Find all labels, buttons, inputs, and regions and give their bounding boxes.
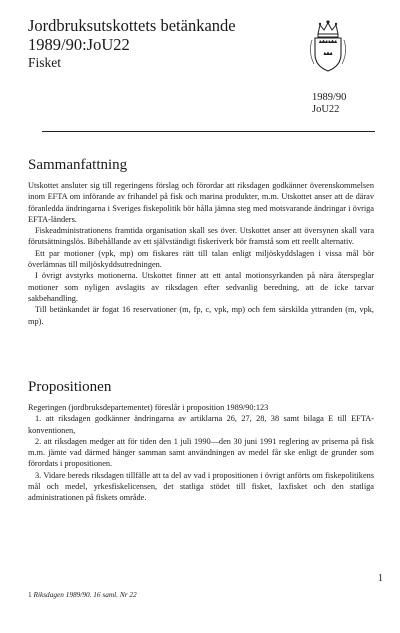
swedish-crown-emblem-icon bbox=[300, 18, 356, 74]
document-number: 1989/90:JoU22 bbox=[28, 35, 130, 54]
reference-session: 1989/90 bbox=[312, 92, 347, 103]
footer-text: Riksdagen 1989/90. 16 saml. Nr 22 bbox=[33, 590, 137, 599]
section-heading: Sammanfattning bbox=[28, 157, 128, 173]
document-title: Jordbruksutskottets betänkande bbox=[28, 16, 236, 35]
reference-number: JoU22 bbox=[312, 104, 340, 115]
footer-number: 1 bbox=[28, 590, 32, 599]
paragraph: 2. att riksdagen medger att för tiden den 1 juli 1990—den 30 juni 1991 reglering av priserna på fisk m.m. jämte vad därmed hänger samman samt användningen av medel får ske enligt de grunder som förordats i propositionen. bbox=[28, 436, 374, 469]
section-heading: Propositionen bbox=[28, 379, 112, 395]
paragraph: Till betänkandet är fogat 16 reservationer (m, fp, c, vpk, mp) och fem särskilda yttranden (m, vpk, mp). bbox=[28, 305, 374, 326]
paragraph: 3. Vidare bereds riksdagen tillfälle att ta del av vad i propositionen i övrigt anförts om fiskepolitikens mål och medel, yrkesfiskelicensen, det statliga stödet till fisket, laxfisket och den statliga administrationen på fiskets område. bbox=[28, 470, 374, 503]
paragraph: Regeringen (jordbruksdepartementet) föreslår i proposition 1989/90:123 bbox=[28, 403, 269, 412]
section-sammanfattning bbox=[28, 157, 374, 327]
header-divider bbox=[42, 131, 375, 132]
paragraph: Utskottet ansluter sig till regeringens förslag och förordar att riksdagen godkänner överenskommelsen inom EFTA om införande av frihandel på fisk och marina produkter, m.m. Utskottet anser att de därav föranledda ändringarna i Sveriges fiskepolitik bör hålla jämna steg med motsvarande ändringar i övriga EFTA-länders. bbox=[28, 181, 374, 224]
paragraph: Ett par motioner (vpk, mp) om fiskares rätt till talan enligt miljöskyddslagen i vissa mål bör överlämnas till miljöskyddsutredningen. bbox=[28, 248, 374, 270]
document-title-block bbox=[28, 16, 328, 71]
section-body bbox=[28, 180, 374, 327]
section-body bbox=[28, 402, 374, 504]
document-reference bbox=[312, 92, 346, 116]
section-propositionen bbox=[28, 379, 374, 504]
paragraph: 1. att riksdagen godkänner ändringarna av artiklarna 26, 27, 28, 38 samt bilaga E till EFTA-konventionen, bbox=[28, 414, 374, 435]
paragraph: I övrigt avstyrks motionerna. Utskottet finner att ett antal motionsyrkanden på nära återspeglar motioner som nyligen avslagits av riksdagen efter sedvanlig beredning, att de icke tarvar sakbehandling. bbox=[28, 271, 374, 303]
document-subtitle: Fisket bbox=[28, 55, 62, 70]
page-number: 1 bbox=[378, 573, 383, 584]
paragraph: Fiskeadministrationens framtida organisation skall ses över. Utskottet anser att översynen skall vara förutsättningslös. Bibehållande av ett självständigt fiskeriverk bör framstå som ett reellt alternativ. bbox=[28, 226, 374, 247]
footer bbox=[28, 590, 137, 599]
